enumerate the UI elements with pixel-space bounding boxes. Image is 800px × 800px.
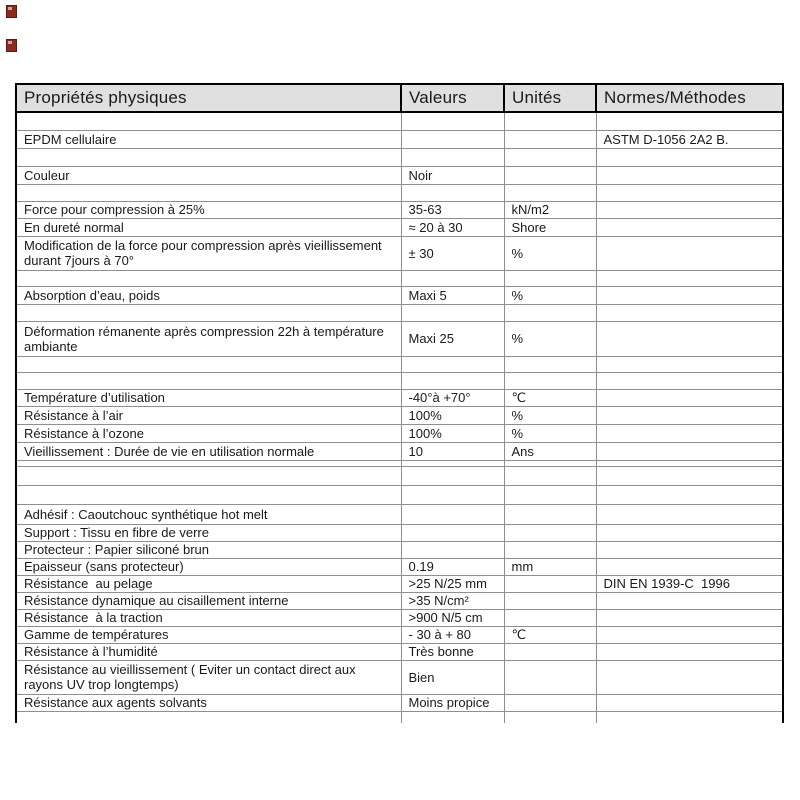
unit-cell: [504, 485, 596, 504]
unit-cell: ℃: [504, 626, 596, 643]
unit-cell: [504, 356, 596, 372]
unit-cell: [504, 711, 596, 723]
table-body: [16, 112, 783, 723]
table-row: [16, 592, 783, 609]
norm-cell: [596, 643, 783, 660]
col-header-norms: Normes/Méthodes: [596, 84, 783, 112]
value-cell: [401, 130, 504, 148]
norm-cell: [596, 694, 783, 711]
table-row: [16, 166, 783, 184]
value-cell: >35 N/cm²: [401, 592, 504, 609]
norm-cell: [596, 166, 783, 184]
property-cell: Résistance à l’air: [16, 406, 401, 424]
value-cell: 0.19: [401, 558, 504, 575]
value-cell: Noir: [401, 166, 504, 184]
norm-cell: [596, 184, 783, 201]
value-cell: Très bonne: [401, 643, 504, 660]
value-cell: Maxi 25: [401, 321, 504, 356]
unit-cell: [504, 660, 596, 694]
col-header-units: Unités: [504, 84, 596, 112]
value-cell: [401, 711, 504, 723]
norm-cell: [596, 442, 783, 460]
property-cell: Couleur: [16, 166, 401, 184]
value-cell: [401, 372, 504, 389]
unit-cell: [504, 148, 596, 166]
norm-cell: [596, 660, 783, 694]
property-cell: [16, 711, 401, 723]
table-row: [16, 442, 783, 460]
unit-cell: [504, 609, 596, 626]
value-cell: 100%: [401, 424, 504, 442]
value-cell: [401, 485, 504, 504]
unit-cell: %: [504, 236, 596, 270]
value-cell: ≈ 20 à 30: [401, 218, 504, 236]
norm-cell: [596, 304, 783, 321]
norm-cell: [596, 485, 783, 504]
table-row: [16, 406, 783, 424]
value-cell: [401, 304, 504, 321]
property-cell: Gamme de températures: [16, 626, 401, 643]
property-cell: Résistance à l’ozone: [16, 424, 401, 442]
property-cell: Protecteur : Papier siliconé brun: [16, 541, 401, 558]
unit-cell: [504, 184, 596, 201]
table-row: [16, 286, 783, 304]
table-row: [16, 643, 783, 660]
norm-cell: [596, 558, 783, 575]
table-row: [16, 558, 783, 575]
unit-cell: %: [504, 286, 596, 304]
value-cell: [401, 541, 504, 558]
unit-cell: [504, 504, 596, 524]
value-cell: Maxi 5: [401, 286, 504, 304]
norm-cell: [596, 466, 783, 485]
property-cell: Force pour compression à 25%: [16, 201, 401, 218]
norm-cell: [596, 236, 783, 270]
value-cell: ± 30: [401, 236, 504, 270]
table-row: [16, 485, 783, 504]
table-row: [16, 321, 783, 356]
table-row: [16, 112, 783, 130]
unit-cell: [504, 643, 596, 660]
value-cell: [401, 270, 504, 286]
unit-cell: Ans: [504, 442, 596, 460]
table-header-row: [16, 84, 783, 112]
norm-cell: [596, 541, 783, 558]
norm-cell: [596, 270, 783, 286]
value-cell: 10: [401, 442, 504, 460]
table-row: [16, 504, 783, 524]
unit-cell: ℃: [504, 389, 596, 406]
property-cell: Adhésif : Caoutchouc synthétique hot melt: [16, 504, 401, 524]
property-cell: [16, 148, 401, 166]
property-cell: Température d’utilisation: [16, 389, 401, 406]
property-cell: [16, 304, 401, 321]
norm-cell: DIN EN 1939-C 1996: [596, 575, 783, 592]
norm-cell: [596, 148, 783, 166]
norm-cell: ASTM D-1056 2A2 B.: [596, 130, 783, 148]
table-row: [16, 130, 783, 148]
table-row: [16, 201, 783, 218]
table-row: [16, 270, 783, 286]
broken-image-icon: [6, 5, 17, 18]
property-cell: Modification de la force pour compression après vieillissement durant 7jours à 70°: [16, 236, 401, 270]
table-row: [16, 372, 783, 389]
unit-cell: [504, 575, 596, 592]
property-cell: [16, 112, 401, 130]
table-row: [16, 541, 783, 558]
unit-cell: [504, 270, 596, 286]
norm-cell: [596, 286, 783, 304]
norm-cell: [596, 609, 783, 626]
value-cell: [401, 184, 504, 201]
unit-cell: %: [504, 406, 596, 424]
norm-cell: [596, 592, 783, 609]
unit-cell: kN/m2: [504, 201, 596, 218]
norm-cell: [596, 524, 783, 541]
norm-cell: [596, 201, 783, 218]
unit-cell: [504, 524, 596, 541]
col-header-properties: Propriétés physiques: [16, 84, 401, 112]
property-cell: Epaisseur (sans protecteur): [16, 558, 401, 575]
broken-image-icon: [6, 39, 17, 52]
property-cell: Résistance au vieillissement ( Eviter un contact direct aux rayons UV trop longtemps): [16, 660, 401, 694]
unit-cell: [504, 130, 596, 148]
norm-cell: [596, 389, 783, 406]
value-cell: [401, 148, 504, 166]
col-header-values: Valeurs: [401, 84, 504, 112]
property-cell: [16, 356, 401, 372]
table-row: [16, 575, 783, 592]
value-cell: [401, 524, 504, 541]
norm-cell: [596, 356, 783, 372]
unit-cell: [504, 466, 596, 485]
value-cell: 100%: [401, 406, 504, 424]
table-row: [16, 524, 783, 541]
value-cell: - 30 à + 80: [401, 626, 504, 643]
unit-cell: mm: [504, 558, 596, 575]
value-cell: [401, 356, 504, 372]
property-cell: En dureté normal: [16, 218, 401, 236]
norm-cell: [596, 626, 783, 643]
table-row: [16, 609, 783, 626]
value-cell: >900 N/5 cm: [401, 609, 504, 626]
table-row: [16, 466, 783, 485]
property-cell: EPDM cellulaire: [16, 130, 401, 148]
property-cell: Résistance dynamique au cisaillement interne: [16, 592, 401, 609]
property-cell: [16, 466, 401, 485]
table-row: [16, 389, 783, 406]
property-cell: Vieillissement : Durée de vie en utilisation normale: [16, 442, 401, 460]
norm-cell: [596, 321, 783, 356]
property-cell: Support : Tissu en fibre de verre: [16, 524, 401, 541]
value-cell: >25 N/25 mm: [401, 575, 504, 592]
property-cell: [16, 184, 401, 201]
property-cell: Absorption d’eau, poids: [16, 286, 401, 304]
unit-cell: [504, 166, 596, 184]
norm-cell: [596, 372, 783, 389]
norm-cell: [596, 218, 783, 236]
table-row: [16, 184, 783, 201]
table-row: [16, 356, 783, 372]
table-row: [16, 218, 783, 236]
value-cell: [401, 504, 504, 524]
table-row: [16, 236, 783, 270]
property-cell: Résistance à l’humidité: [16, 643, 401, 660]
property-cell: Déformation rémanente après compression 22h à température ambiante: [16, 321, 401, 356]
property-cell: [16, 270, 401, 286]
unit-cell: [504, 372, 596, 389]
table-row: [16, 694, 783, 711]
norm-cell: [596, 112, 783, 130]
value-cell: [401, 112, 504, 130]
table-row: [16, 711, 783, 723]
table-row: [16, 424, 783, 442]
property-cell: [16, 485, 401, 504]
norm-cell: [596, 424, 783, 442]
table-row: [16, 626, 783, 643]
value-cell: [401, 466, 504, 485]
value-cell: 35-63: [401, 201, 504, 218]
property-cell: Résistance à la traction: [16, 609, 401, 626]
norm-cell: [596, 504, 783, 524]
unit-cell: [504, 592, 596, 609]
table-row: [16, 148, 783, 166]
unit-cell: %: [504, 321, 596, 356]
value-cell: -40°à +70°: [401, 389, 504, 406]
table-row: [16, 660, 783, 694]
unit-cell: [504, 304, 596, 321]
table-row: [16, 304, 783, 321]
value-cell: Bien: [401, 660, 504, 694]
property-cell: Résistance aux agents solvants: [16, 694, 401, 711]
unit-cell: %: [504, 424, 596, 442]
property-cell: Résistance au pelage: [16, 575, 401, 592]
norm-cell: [596, 711, 783, 723]
unit-cell: [504, 694, 596, 711]
unit-cell: Shore: [504, 218, 596, 236]
value-cell: Moins propice: [401, 694, 504, 711]
property-cell: [16, 372, 401, 389]
unit-cell: [504, 541, 596, 558]
unit-cell: [504, 112, 596, 130]
physical-properties-table: [15, 83, 784, 723]
norm-cell: [596, 406, 783, 424]
